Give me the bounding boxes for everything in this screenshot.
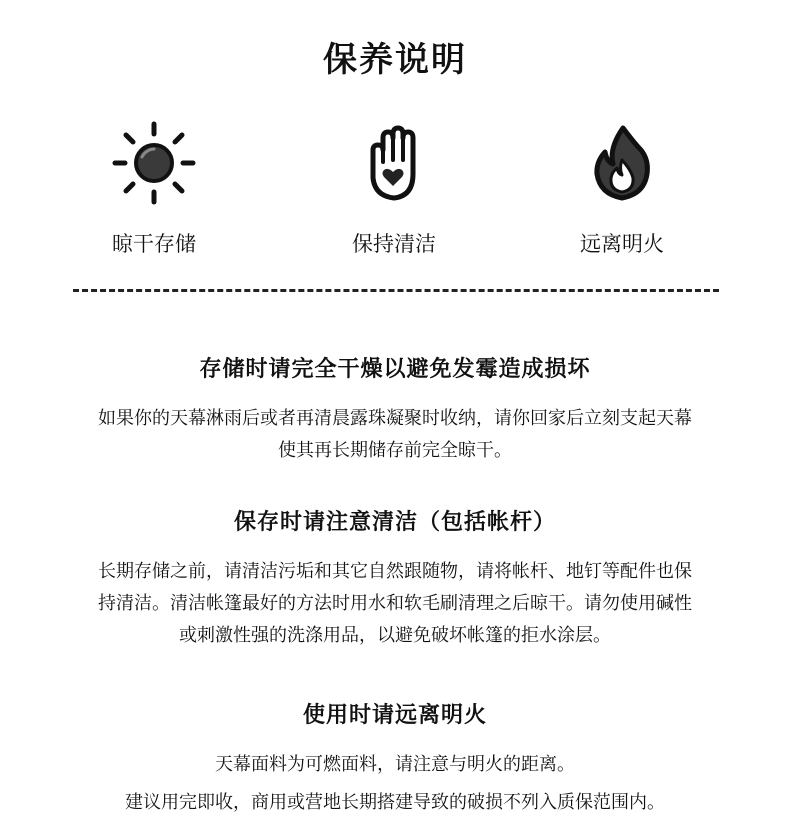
dashed-divider xyxy=(73,289,719,292)
section-line: 使其再长期储存前完全晾干。 xyxy=(278,440,512,461)
section-fire xyxy=(0,698,790,819)
icon-item-fire xyxy=(522,120,722,258)
section-line: 或刺激性强的洗涤用品，以避免破坏帐篷的拒水涂层。 xyxy=(179,625,611,646)
section-line: 天幕面料为可燃面料，请注意与明火的距离。 xyxy=(215,754,575,775)
section-storage xyxy=(0,352,790,467)
icon-label-fire: 远离明火 xyxy=(580,232,664,256)
section-cleaning xyxy=(0,505,790,652)
section-line: 建议用完即收，商用或营地长期搭建导致的破损不列入质保范围内。 xyxy=(125,792,665,813)
sun-icon xyxy=(111,120,197,206)
icon-item-dry xyxy=(54,120,254,258)
hand-heart-icon xyxy=(351,120,437,206)
icon-row xyxy=(0,120,790,260)
section-line: 如果你的天幕淋雨后或者再清晨露珠凝聚时收纳，请你回家后立刻支起天幕 xyxy=(98,408,692,429)
icon-item-clean xyxy=(294,120,494,258)
page-title: 保养说明 xyxy=(323,40,467,80)
section-line: 持清洁。清洁帐篷最好的方法时用水和软毛刷清理之后晾干。请勿使用碱性 xyxy=(98,593,692,614)
icon-label-clean: 保持清洁 xyxy=(352,232,436,256)
icon-label-dry: 晾干存储 xyxy=(112,232,196,256)
flame-icon xyxy=(579,120,665,206)
section-heading: 存储时请完全干燥以避免发霉造成损坏 xyxy=(199,357,591,382)
section-heading: 使用时请远离明火 xyxy=(302,703,487,728)
section-heading: 保存时请注意清洁（包括帐杆） xyxy=(233,510,556,535)
section-line: 长期存储之前，请清洁污垢和其它自然跟随物，请将帐杆、地钉等配件也保 xyxy=(98,561,692,582)
